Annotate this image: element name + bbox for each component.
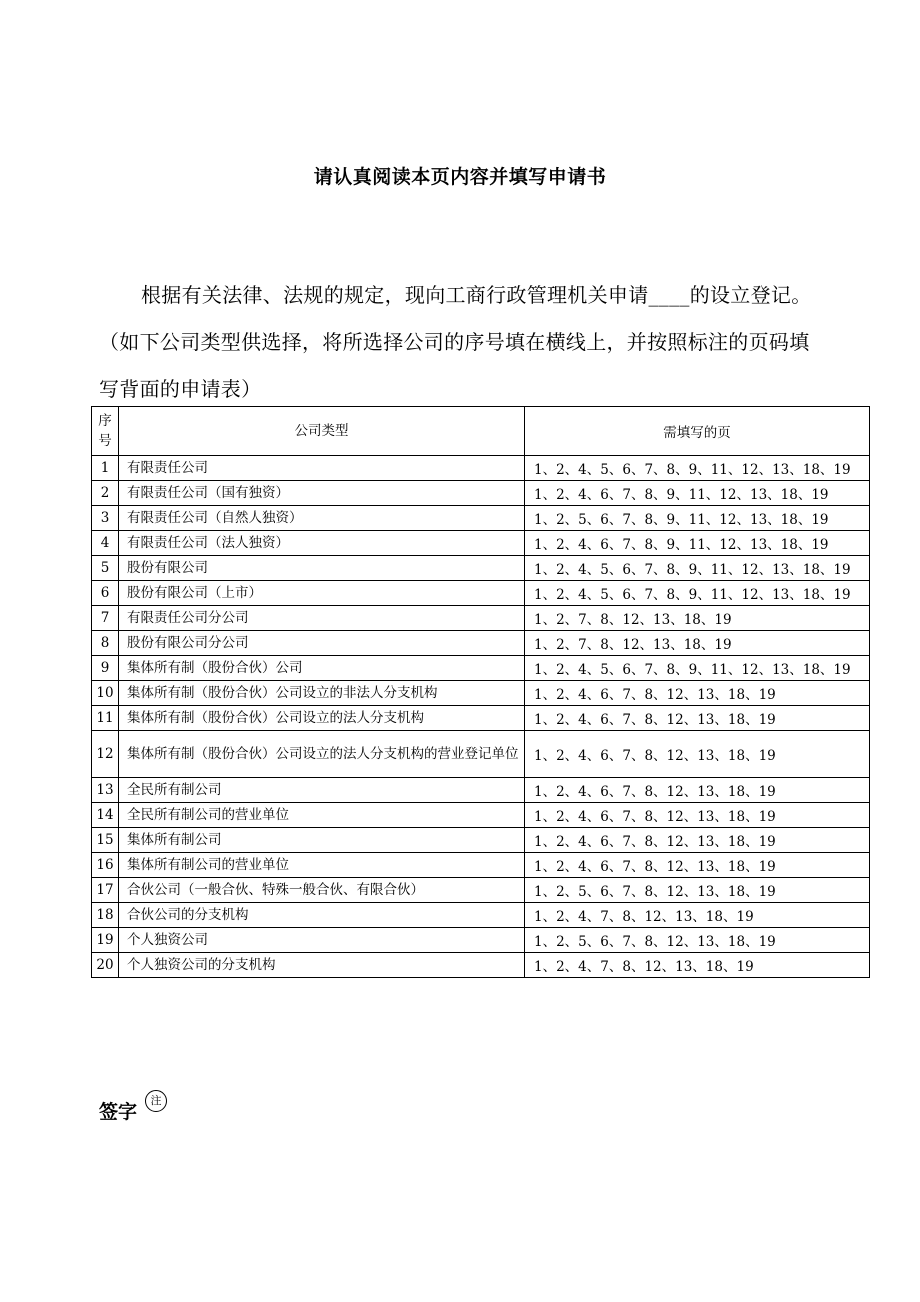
- table-row: [92, 953, 870, 978]
- header-no-line1: 序: [98, 413, 112, 429]
- row-number: 9: [92, 656, 119, 681]
- table-row: [92, 581, 870, 606]
- row-pages: 1、2、4、7、8、12、13、18、19: [525, 903, 870, 928]
- row-number: 8: [92, 631, 119, 656]
- row-company-type: 合伙公司的分支机构: [119, 903, 525, 928]
- row-pages: 1、2、4、6、7、8、12、13、18、19: [525, 681, 870, 706]
- row-company-type: 集体所有制公司的营业单位: [119, 853, 525, 878]
- row-pages: 1、2、4、6、7、8、9、11、12、13、18、19: [525, 481, 870, 506]
- row-company-type: 有限责任公司（自然人独资）: [119, 506, 525, 531]
- row-number: 12: [92, 731, 119, 778]
- table-row: [92, 778, 870, 803]
- row-pages: 1、2、5、6、7、8、12、13、18、19: [525, 878, 870, 903]
- row-company-type: 集体所有制（股份合伙）公司设立的法人分支机构: [119, 706, 525, 731]
- row-pages: 1、2、7、8、12、13、18、19: [525, 606, 870, 631]
- row-company-type: 有限责任公司: [119, 456, 525, 481]
- row-company-type: 全民所有制公司: [119, 778, 525, 803]
- row-number: 16: [92, 853, 119, 878]
- row-pages: 1、2、4、6、7、8、12、13、18、19: [525, 828, 870, 853]
- row-company-type: 股份有限公司（上市）: [119, 581, 525, 606]
- table-row: [92, 706, 870, 731]
- intro-paragraph: 根据有关法律、法规的规定，现向工商行政管理机关申请____的设立登记。（如下公司类型供选择，将所选择公司的序号填在横线上，并按照标注的页码填写背面的申请表）: [99, 283, 812, 401]
- row-number: 13: [92, 778, 119, 803]
- row-pages: 1、2、4、6、7、8、12、13、18、19: [525, 803, 870, 828]
- row-number: 6: [92, 581, 119, 606]
- row-company-type: 集体所有制公司: [119, 828, 525, 853]
- header-no: [92, 407, 119, 456]
- row-pages: 1、2、5、6、7、8、12、13、18、19: [525, 928, 870, 953]
- row-pages: 1、2、4、6、7、8、12、13、18、19: [525, 853, 870, 878]
- row-pages: 1、2、7、8、12、13、18、19: [525, 631, 870, 656]
- row-number: 15: [92, 828, 119, 853]
- row-number: 2: [92, 481, 119, 506]
- row-company-type: 集体所有制（股份合伙）公司: [119, 656, 525, 681]
- header-no-line2: 号: [98, 433, 112, 449]
- table-header-row: [92, 407, 870, 456]
- row-pages: 1、2、5、6、7、8、9、11、12、13、18、19: [525, 506, 870, 531]
- row-company-type: 有限责任公司（法人独资）: [119, 531, 525, 556]
- row-pages: 1、2、4、5、6、7、8、9、11、12、13、18、19: [525, 581, 870, 606]
- row-company-type: 个人独资公司的分支机构: [119, 953, 525, 978]
- table-row: [92, 803, 870, 828]
- row-number: 17: [92, 878, 119, 903]
- page-title: 请认真阅读本页内容并填写申请书: [313, 166, 607, 188]
- row-pages: 1、2、4、5、6、7、8、9、11、12、13、18、19: [525, 456, 870, 481]
- table-row: [92, 506, 870, 531]
- row-company-type: 个人独资公司: [119, 928, 525, 953]
- row-number: 3: [92, 506, 119, 531]
- table-row: [92, 481, 870, 506]
- row-company-type: 股份有限公司: [119, 556, 525, 581]
- row-pages: 1、2、4、5、6、7、8、9、11、12、13、18、19: [525, 556, 870, 581]
- row-number: 14: [92, 803, 119, 828]
- row-number: 4: [92, 531, 119, 556]
- table-row: [92, 681, 870, 706]
- row-number: 19: [92, 928, 119, 953]
- table-row: [92, 606, 870, 631]
- note-mark-icon: 注: [145, 1090, 167, 1112]
- table-row: [92, 828, 870, 853]
- row-number: 5: [92, 556, 119, 581]
- row-company-type: 合伙公司（一般合伙、特殊一般合伙、有限合伙）: [119, 878, 525, 903]
- table-row: [92, 531, 870, 556]
- table-row: [92, 631, 870, 656]
- table-row: [92, 656, 870, 681]
- row-number: 7: [92, 606, 119, 631]
- row-company-type: 集体所有制（股份合伙）公司设立的法人分支机构的营业登记单位: [119, 731, 525, 778]
- row-number: 20: [92, 953, 119, 978]
- signature-label: 签字: [99, 1101, 138, 1123]
- table-row: [92, 878, 870, 903]
- row-number: 11: [92, 706, 119, 731]
- row-company-type: 股份有限公司分公司: [119, 631, 525, 656]
- row-number: 1: [92, 456, 119, 481]
- row-company-type: 有限责任公司（国有独资）: [119, 481, 525, 506]
- row-pages: 1、2、4、7、8、12、13、18、19: [525, 953, 870, 978]
- row-company-type: 集体所有制（股份合伙）公司设立的非法人分支机构: [119, 681, 525, 706]
- row-company-type: 全民所有制公司的营业单位: [119, 803, 525, 828]
- row-pages: 1、2、4、6、7、8、12、13、18、19: [525, 778, 870, 803]
- table-row: [92, 456, 870, 481]
- table-row: [92, 928, 870, 953]
- table-row: [92, 556, 870, 581]
- row-pages: 1、2、4、6、7、8、12、13、18、19: [525, 706, 870, 731]
- row-pages: 1、2、4、6、7、8、12、13、18、19: [525, 731, 870, 778]
- table-row: [92, 903, 870, 928]
- company-type-table: [91, 406, 870, 978]
- row-pages: 1、2、4、5、6、7、8、9、11、12、13、18、19: [525, 656, 870, 681]
- row-pages: 1、2、4、6、7、8、9、11、12、13、18、19: [525, 531, 870, 556]
- header-type: 公司类型: [119, 407, 525, 456]
- table-row: [92, 731, 870, 778]
- header-pages: 需填写的页: [525, 407, 870, 456]
- row-number: 10: [92, 681, 119, 706]
- row-company-type: 有限责任公司分公司: [119, 606, 525, 631]
- row-number: 18: [92, 903, 119, 928]
- table-row: [92, 853, 870, 878]
